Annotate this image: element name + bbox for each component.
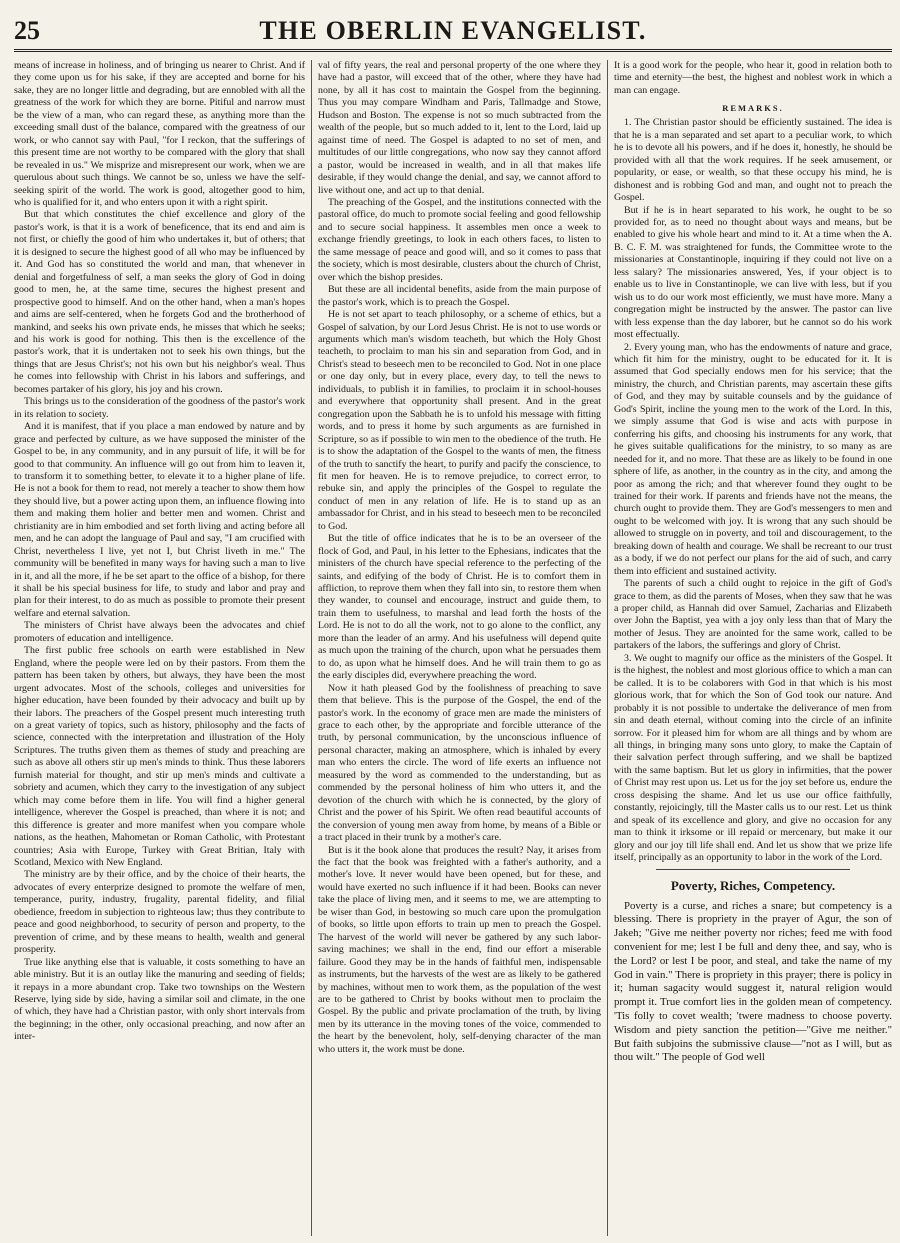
paragraph: It is a good work for the people, who hear it, good in relation both to time and eternity—the best, the highest and noblest work in which a man can engage. xyxy=(614,60,892,96)
column-1 xyxy=(14,60,312,1236)
paragraph: But the title of office indicates that he is to be an overseer of the flock of God, and Paul, in his letter to the Ephesians, indicates that the ministers of the church have special reference to the perfecting of the saints, and edifying of the body of Christ. He is to comfort them in affliction, to reprove them when they fall into sin, to restore them when they wander, to counsel and encourage, instruct and guide them, to train them to usefulness, to marshal and lead forth the hosts of the Lord. He is not to do all the work, not to go alone to the conflict, any more than the leader of an army. And his usefulness will depend quite as much upon the training of the church, upon what he persuades them to do, as upon what he himself does. And he will train them to go as the early disciples did, everywhere preaching the word. xyxy=(318,533,601,682)
paragraph: But that which constitutes the chief excellence and glory of the pastor's work, is that it is a work of beneficence, that its end and aim is not first, or chiefly the good of him who undertakes it, but of others; that it is designed to secure the highest good of all who may be influenced by it. And God has so constituted the world and man, that whenever in denial and forgetfulness of self, a man seeks the glory of God in doing good to men, he, at the same time, secures the highest present and prospective good to himself. And on the other hand, when a man's hopes and aims are self-centered, when he forgets God and the brotherhood of mankind, and seeks his own private ends, he misses that which he seeks; and his work is good for nothing. This then is the excellence of the pastor's work, that it is undertaken not to seek his own things, but the things that are Jesus Christ's; not his own but his neighbor's weal. Thus he comes into fellowship with Christ in his labors and sufferings, and becomes partaker of his glory, his joy and his crown. xyxy=(14,209,305,395)
paragraph: means of increase in holiness, and of bringing us nearer to Christ. And if they come upon us for his sake, if they are accepted and borne for his sake, they are no longer little and degrading, but are ennobled with all the greatness of the work for which they are borne. Pitiful and narrow must be the view of a man, who can regard these, as anything more than the exceeding small dust of the balance, compared with the greatness of our work, or who cannot say with Paul, "for I reckon, that the sufferings of this present time are not worthy to be compared with the glory that shall be revealed in us." We misprize and misrepresent our work, when we are querulous about such things. We cannot be so, unless we have the self-seeking spirit of the world. The work is good, altogether good to him, who is qualified for it, and who enters upon it with a right spirit. xyxy=(14,60,305,208)
paragraph: The ministry are by their office, and by the choice of their hearts, the advocates of every enterprize designed to promote the welfare of men, temperance, purity, industry, frugality, parental fidelity, and filial obedience, freedom in subjection to righteous law; thus they contribute to peace and good neighborhood, to security of person and property, to the prevention of crime, and by these means to health, wealth and general prosperity. xyxy=(14,869,305,956)
paragraph: Now it hath pleased God by the foolishness of preaching to save them that believe. This is the purpose of the Gospel, the end of the pastor's work. In the economy of grace men are made the ministers of grace to each other, by the appropriate and forcible utterance of the truth, by personal communication, by the unconscious influence of personal character, making an atmosphere, which is inhaled by every man who enters the circle. The word of life exerts an influence not measured by the word as commended to the understanding, but as commended by the personal holiness of him who utters it, and the devotion of the church with which he is connected, by the glory of Christ and the power of his Spirit. We often read beautiful accounts of the conversion of young men away from home, by means of a Bible or a tract placed in their trunk by a mother's care. xyxy=(318,682,601,844)
paragraph: The parents of such a child ought to rejoice in the gift of God's grace to them, as did the parents of Moses, when they saw that he was a proper child, as Hannah did over Samuel, Zacharias and Elizabeth over John the Baptist, yea with a joy only less than that of Mary the mother of Jesus. They are anointed for the same work, called to be partakers of the labors, the sufferings and glory of Christ. xyxy=(614,578,892,652)
paragraph: True like anything else that is valuable, it costs something to have an able ministry. But it is an outlay like the manuring and seeding of fields; it repays in a more abundant crop. Take two townships on the Western Reserve, lying side by side, having a similar soil and climate, in the one of which, they have had a Christian pastor, with only short intervals from the beginning; in the other, only occasional preaching, and now after an inter- xyxy=(14,956,305,1043)
paragraph: But is it the book alone that produces the result? Nay, it arises from the fact that the book was freighted with a father's authority, and a mother's love. It never would have been opened, but for these, and would have exerted no such influence if it had been. Books can never take the place of living men, and it seems to me, we are attempting to be wiser than God, in bestowing so much care upon the promulgation of books, so little upon efforts to train up men to preach the Gospel. The harvest of the world will never be gathered by any such labor-saving machines; we shall in the end, find our effort a miserable failure. Good they may be in the hands of faithful men, indispensable as instruments, but the harvests of the west are as likely to be gathered by machines, without men to work them, as the population of the west are to be gathered to Christ by books without men to proclaim the Gospel. By the public and private proclamation of the truth, by living men by its utterance in the moving tones of the voice, commended to the heart by the benevolent, holy, self-denying character of the man who utters it, the work must be done. xyxy=(318,844,601,1055)
paragraph: But these are all incidental benefits, aside from the main purpose of the pastor's work, which is to preach the Gospel. xyxy=(318,284,601,308)
paragraph: 1. The Christian pastor should be efficiently sustained. The idea is that he is a man separated and set apart to a peculiar work, to which he is to devote all his powers, and if he does it, honestly, he should be provided with all that the work requires. If he seek amusement, or popularity, or ease, or wealth, so that these occupy his mind, he is dishonest and is robbing God and man, and ought not to preach the Gospel. xyxy=(614,117,892,204)
page-number: 25 xyxy=(14,16,40,45)
paragraph: And it is manifest, that if you place a man endowed by nature and by grace and perfected by culture, as we have supposed the minister of the Gospel to be, in any community, and in any pursuit of life, it will be for good to that community. An influence will go out from him to leaven it, to transform it to something better, to elevate it to a higher plane of life. He is not a book for them to read, not merely a teacher to show them how they should live, but a power acting upon them, an influence flowing into them and making them holier and better men and women. Christ and christianity are in him embodied and set forth living and acting before all men, and he can adopt the language of Paul and say, "I am crucified with Christ, nevertheless I live, yet not I, but Christ liveth in me." The community will be benefited in many ways for having such a man to live in it, and all the more, if he be set apart to the office of a bishop, for there it shall be his special business for life, to study and labor and pray and plan for their interest, to do as much as possible to promote their present welfare and eternal salvation. xyxy=(14,421,305,619)
newspaper-page xyxy=(14,8,892,1236)
column-2 xyxy=(312,60,608,1236)
paragraph: But if he is in heart separated to his work, he ought to be so provided for, as to need no thought about ways and means, but be enabled to give his whole heart and mind to it. At a time when the A. B. C. F. M. was straightened for funds, the Committee wrote to the missionaries at Constantinople, inquiring if they could not live on a less salary? The missionaries answered, Yes, if your object is to enable us to live in Constantinople, we can live with less, but if you wish us to do our work most efficiently, we must have more. Many a congregation might be instructed by the answer. The pastor can live with less expense than the day laborer, but he cannot so do his work most effectually. xyxy=(614,204,892,341)
paragraph: This brings us to the consideration of the goodness of the pastor's work in its relation to society. xyxy=(14,396,305,420)
paragraph: val of fifty years, the real and personal property of the one where they have had a pastor, will exceed that of the other, where they have had none, by all it has cost to maintain the Gospel from the beginning. Thus you may compare Windham and Paris, Tallmadge and Stowe, Hudson and Boston. The expense is not so much subtracted from the wealth of the people, but so much added to it, lent to the Lord, laid up against time of need. The Gospel is adapted to no set of men, and multitudes of our little congregations, who now say they cannot afford a pastor, would be increased in wealth, and in all that makes life desirable, if they would change the denial, and say, we cannot afford to live without one, and act up to that denial. xyxy=(318,60,601,196)
paragraph: 2. Every young man, who has the endowments of nature and grace, which fit him for the ministry, ought to be educated for it. It is assumed that God specially endows men for his service; that the ministry, the church, and Christian parents, may ascertain these gifts of God, and they may by suitable counsels and by the guidance of God's Spirit, incline the young men to the work of the Lord. In this, we simply assume that God is wise and acts with purpose in conferring his gifts, and choosing his instruments for any work, that he gives suitable qualifications for the ministry, to so many as are needed for it, and no more. That these are as likely to be found in one sphere of life, as another, in the country as in the city, and among the poor as among the rich; and that wherever found they ought to be trained for their work. If parents and friends have not the means, the church ought to provide them. They are God's messengers to men and ought to be welcomed with joy. It is wrong that any such should be allowed to struggle on in poverty, and toil and discouragement, to the breaking down of health and courage. We shall be recreant to our trust as a body, if we do not perfect our plans for the aid of such, and carry them into efficient and sustained activity. xyxy=(614,341,892,577)
article-divider xyxy=(656,869,851,870)
section-heading: REMARKS. xyxy=(722,103,784,114)
paragraph: The first public free schools on earth were established in New England, where the people were led on by their pastors. From them the pattern has been taken by others, but always, they have been the most urgent advocates. Most of the schools, colleges and universities for higher education, have been founded by their advocacy and built up by their labors. The preachers of the Gospel present much interesting truth on a great variety of topics, such as history, philosophy and the facts of science, connected with the interpretation and illustration of the Holy Scriptures. The truths given them as themes of study and preaching are such as above all others stir up men's minds to think. Thus these laborers furnish material for thought, and stir up men's minds and cultivate a sobriety and acumen, which they carry to the investigation of any subject which may come before them in life. You will find a higher general intelligence, wherever the Gospel is preached, than where it is not; and this difference is greater and more manifest when you compare whole nations, as the heathen, Mahometan or Roman Catholic, with Protestant countries; Asia with Europe, Turkey with Great Britian, Italy with Scotland, Mexico with New England. xyxy=(14,645,305,868)
column-3 xyxy=(608,60,892,1236)
paragraph: Poverty is a curse, and riches a snare; but competency is a blessing. There is propriety in the prayer of Agur, the son of Jakeh; "Give me neither poverty nor riches; feed me with food convenient for me; lest I be full and deny thee, and say, who is the Lord? or lest I be poor, and steal, and take the name of my God in vain." There is propriety in this prayer; there is policy in it; human sagacity would suggest it, natural religion would prompt it. True comfort lies in the golden mean of competency. 'Tis folly to covet wealth; 'twere madness to choose poverty. Wisdom and piety sanction the petition—"Give me neither." But faith subjoins the submissive clause—"not as I will, but as thou wilt." The people of God well xyxy=(614,899,892,1064)
masthead xyxy=(14,8,892,52)
paragraph: The preaching of the Gospel, and the institutions connected with the pastoral office, do much to promote social feeling and good fellowship and to secure social happiness. It assembles men once a week to exchange friendly greetings, to look in each others faces, to listen to the same message of peace and good will, and so it comes to pass that the society, which is most desirable, clusters about the church of Christ, over which the bishop presides. xyxy=(318,196,601,283)
paper-title: THE OBERLIN EVANGELIST. xyxy=(259,16,647,45)
text-columns xyxy=(14,60,892,1236)
paragraph: The ministers of Christ have always been the advocates and chief promoters of education and intelligence. xyxy=(14,620,305,644)
paragraph: 3. We ought to magnify our office as the ministers of the Gospel. It is the highest, the noblest and most glorious office to which a man can be called. It is to be colaborers with God in that which is his most glorious work, that for which the Son of God took our nature. And probably it is not possible to undertake the deliverance of men from sin and death eternal, without coming into the circle of an infinite sorrow. For it pleased him for whom are all things and by whom are all things, in bringing many sons unto glory, to make the Captain of their salvation perfect through suffering, and we shall be baptized with the same baptism. But let us glory in infirmities, that the power of Christ may rest upon us. Let us for the joy set before us, endure the cross despising the shame. And let us use our office faithfully, constantly, rejoicingly, till the Master calls us to our rest. Let us think and speak of its excellence and glory, and give no occasion for any man to think it irksome or ill repaid or mercenary, but make it our glory and our joy till life shall end. And let us show that we prize life itself, principally as an opportunity to labor in the work of the Lord. xyxy=(614,652,892,864)
article-title: Poverty, Riches, Competency. xyxy=(670,877,836,893)
paragraph: He is not set apart to teach philosophy, or a scheme of ethics, but a Gospel of salvation, by our Lord Jesus Christ. He is not to use words or arguments which man's wisdom teacheth, but which the Holy Ghost teacheth, to proclaim to man his sin and separation from God, and in Christ's stead to beseech men to be reconciled to God. Not in one place or one day only, but in every place, every day, to tell the news to individuals, to publish it in families, to proclaim it in school-houses and everywhere that opportunity shall present. And in the great congregation upon the Sabbath he is to unfold his message with fitting words, and to press it home by such arguments as are furnished in Scripture, so as if possible to win men to the obedience of the truth. He is to show the adaptation of the Gospel to the wants of men, the fitness of the truth to sanctify the heart, to purify and pacify the conscience, to fit men for heaven. He is to remove prejudice, to correct error, to rebuke sin, and apply the principles of the Gospel to regulate the conduct of men in any relation of life. He is to stand up as an ambassador for Christ, and in his stead to beseech men to be reconciled to God. xyxy=(318,309,601,532)
